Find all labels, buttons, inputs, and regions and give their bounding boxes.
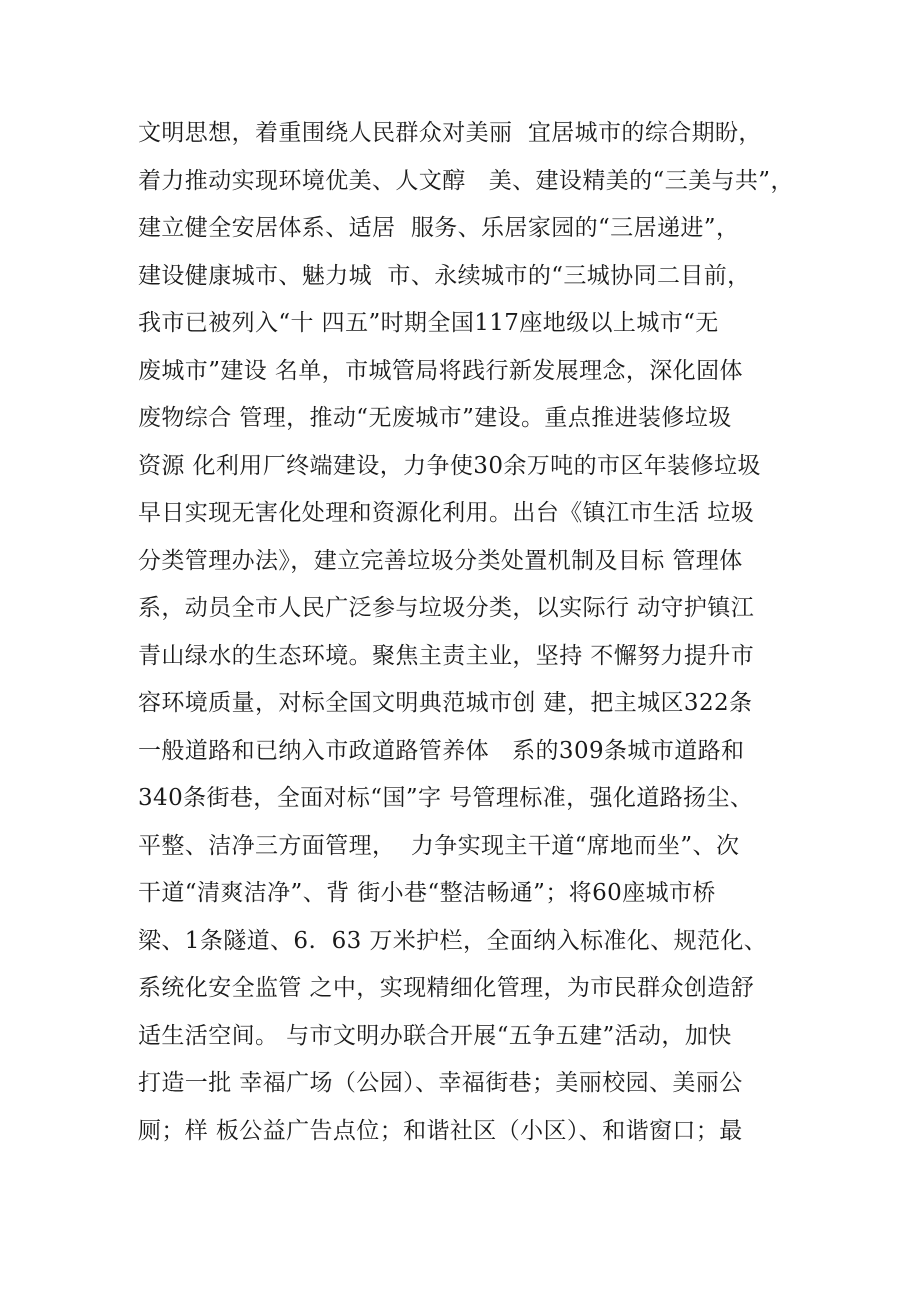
text-line-3: 建立健全安居体系、适居 服务、乐居家园的“三居递进”， [138,215,740,241]
text-line-18: 梁、1条隧道、6. 63 万米护栏，全面纳入标准化、规范化、 [138,927,768,954]
text-line-7: 废物综合 管理，推动“无废城市”建设。重点推进装修垃圾 [138,405,732,431]
text-line-21: 打造一批 幸福广场（公园）、幸福街巷；美丽校园、美丽公 [138,1070,743,1096]
text-line-17: 干道“清爽洁净”、背 街小巷“整洁畅通”；将60座城市桥 [138,880,716,906]
text-line-20: 适生活空间。 与市文明办联合开展“五争五建”活动，加快 [138,1022,732,1049]
text-line-10: 分类管理办法》，建立完善垃圾分类处置机制及目标 管理体 [138,547,743,574]
text-line-8: 资源 化利用厂终端建设，力争使30余万吨的市区年装修垃圾 [138,452,761,479]
text-line-9: 早日实现无害化处理和资源化利用。出台《镇江市生活 垃圾 [138,500,755,526]
text-line-13: 容环境质量，对标全国文明典范城市创 建，把主城区322条 [138,690,753,716]
text-line-12: 青山绿水的生态环境。聚焦主责主业，坚持 不懈努力提升市 [138,642,755,669]
text-line-1: 文明思想，着重围绕人民群众对美丽 宜居城市的综合期盼， [138,120,762,146]
body-text [138,110,818,1155]
text-line-16: 平整、洁净三方面管理， 力争实现主干道“席地而坐”、次 [138,832,740,859]
text-line-14: 一般道路和已纳入市政道路管养体 系的309条城市道路和 [138,737,745,764]
text-line-2: 着力推动实现环境优美、人文醇 美、建设精美的“三美与共”， [138,167,794,194]
text-line-6: 废城市”建设 名单，市城管局将践行新发展理念，深化固体 [138,357,743,384]
text-line-11: 系，动员全市人民广泛参与垃圾分类，以实际行 动守护镇江 [138,595,755,621]
text-line-5: 我市已被列入“十 四五”时期全国117座地级以上城市“无 [138,310,719,336]
text-line-19: 系统化安全监管 之中，实现精细化管理，为市民群众创造舒 [138,975,755,1001]
text-line-15: 340条街巷，全面对标“国”字 号管理标准，强化道路扬尘、 [138,785,754,811]
text-line-22: 厕；样 板公益广告点位；和谐社区（小区）、和谐窗口；最 [138,1117,743,1144]
text-line-4: 建设健康城市、魅力城 市、永续城市的“三城协同二目前， [138,262,751,289]
